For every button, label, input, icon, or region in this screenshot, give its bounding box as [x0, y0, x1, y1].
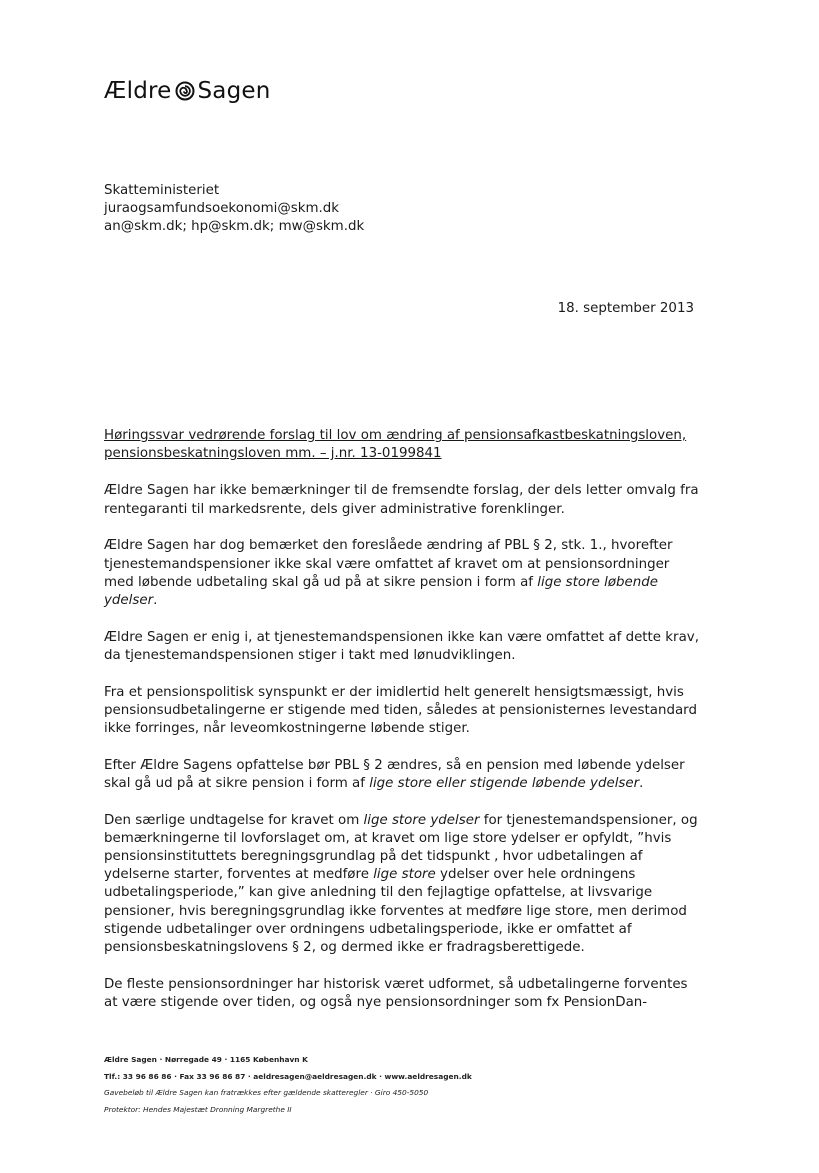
paragraph-6-text-b: for tjenestemandspensioner, og bemærkningerne til lovforslaget om, at kravet om lige store ydelser er opfyldt, ”hvis pensionsinstituttets beregningsgrundlag på det tidspunkt , hvor udbetalingen af ydelserne starter, forventes at medføre: [104, 812, 698, 883]
paragraph-7: De fleste pensionsordninger har historisk været udformet, så udbetalingerne forventes at være stigende over tiden, og også nye pensionsordninger som fx PensionDan-: [104, 976, 688, 1010]
paragraph-2-end: .: [153, 592, 158, 608]
paragraph-6-text-c: ydelser over hele ordningens udbetalingsperiode,” kan give anledning til den fejlagtige opfattelse, at livsvarige pensioner, hvis beregningsgrundlag ikke forventes at medføre lige store, men derimod stigende udbetalinger over ordningens udbetalingsperiode, ikke er omfattet af pensionsbeskatningslovens § 2, og dermed ikke er fradragsberettigede.: [104, 867, 687, 955]
paragraph-3: Ældre Sagen er enig i, at tjenestemandspensionen ikke kan være omfattet af dette krav, da tjenestemandspensionen stiger i takt med lønudviklingen.: [104, 629, 699, 663]
aeldre-sagen-logo: [104, 78, 271, 104]
paragraph-2-text: Ældre Sagen har dog bemærket den foreslåede ændring af PBL § 2, stk. 1., hvorefter tjenestemandspensioner ikke skal være omfattet af kravet om at pensionsordninger med løbende udbetaling skal gå ud på at sikre pension i form af: [104, 538, 673, 590]
paragraph-2-emphasis: lige store løbende ydelser: [104, 574, 658, 608]
logo-text-sagen: Sagen: [197, 78, 271, 104]
letter-footer: [104, 1052, 472, 1118]
footer-address: Ældre Sagen · Nørregade 49 · 1165 København K: [104, 1055, 308, 1064]
letter-subject: [104, 427, 702, 463]
paragraph-6-emphasis-a: lige store ydelser: [363, 812, 480, 828]
paragraph-6: [104, 812, 702, 958]
recipient-cc-emails: an@skm.dk; hp@skm.dk; mw@skm.dk: [104, 219, 365, 234]
footer-protector: Protektor: Hendes Majestæt Dronning Margrethe II: [104, 1104, 292, 1114]
footer-donation: Gavebeløb til Ældre Sagen kan fratrækkes efter gældende skatteregler · Giro 450-5050: [104, 1088, 429, 1098]
paragraph-6-text-a: Den særlige undtagelse for kravet om: [104, 812, 364, 828]
letter-body: [104, 427, 702, 1031]
paragraph-6-emphasis-b: lige store: [373, 867, 436, 883]
paragraph-4: Fra et pensionspolitisk synspunkt er der imidlertid helt generelt hensigtsmæssigt, hvis pensionsudbetalingerne er stigende med tiden, således at pensionisternes levestandard ikke forringes, når leveomkostningerne løbende stiger.: [104, 684, 697, 736]
spiral-logo-icon: [175, 81, 195, 101]
recipient-email: juraogsamfundsoekonomi@skm.dk: [104, 201, 340, 216]
subject-line-2: pensionsbeskatningsloven mm. – j.nr. 13-0199841: [104, 446, 442, 462]
paragraph-2: [104, 537, 702, 610]
paragraph-5-text: Efter Ældre Sagens opfattelse bør PBL § 2 ændres, så en pension med løbende ydelser skal gå ud på at sikre pension i form af: [104, 757, 685, 791]
recipient-name: Skatteministeriet: [104, 183, 220, 198]
letter-date: 18. september 2013: [557, 301, 694, 316]
paragraph-5-end: .: [639, 775, 644, 791]
recipient-block: [104, 182, 364, 236]
logo-text-aeldre: Ældre: [104, 78, 172, 104]
paragraph-1: Ældre Sagen har ikke bemærkninger til de fremsendte forslag, der dels letter omvalg fra rentegaranti til markedsrente, dels giver administrative forenklinger.: [104, 483, 699, 517]
subject-line-1: Høringssvar vedrørende forslag til lov om ændring af pensionsafkastbeskatningsloven,: [104, 428, 687, 443]
paragraph-5-emphasis: lige store eller stigende løbende ydelser: [369, 775, 640, 791]
paragraph-5: [104, 757, 702, 793]
footer-contact: Tlf.: 33 96 86 86 · Fax 33 96 86 87 · aeldresagen@aeldresagen.dk · www.aeldresagen.dk: [104, 1071, 472, 1081]
